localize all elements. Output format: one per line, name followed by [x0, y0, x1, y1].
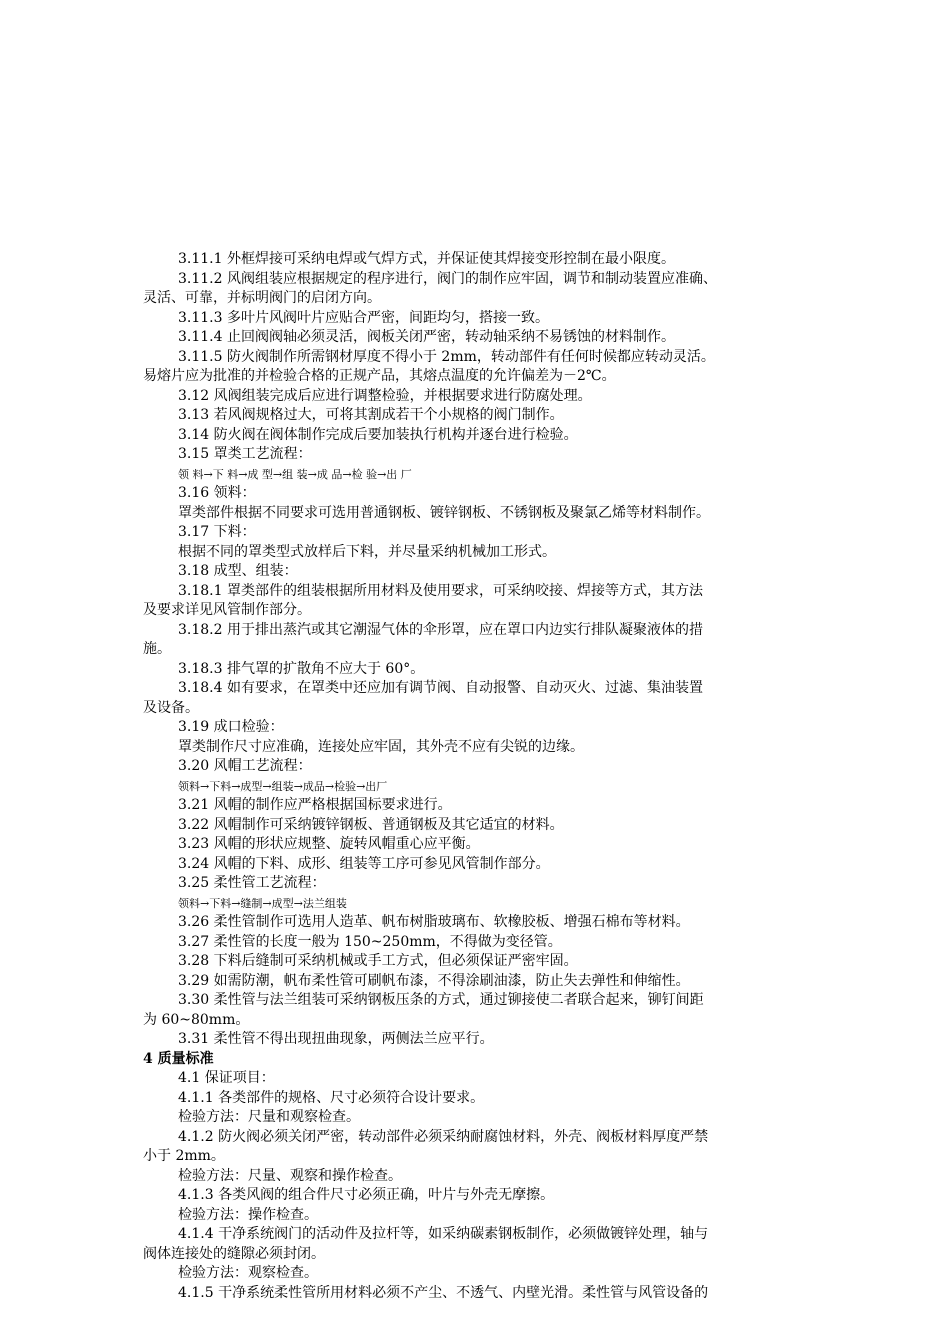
text-line: 3.16 领料： — [178, 485, 256, 501]
text-line: 3.15 罩类工艺流程： — [178, 446, 312, 462]
text-line: 3.27 柔性管的长度一般为 150~250mm，不得做为变径管。 — [178, 933, 562, 950]
text-line: 3.11.2 风阀组装应根据规定的程序进行，阀门的制作应牢固，调节和制动装置应准确、 — [178, 270, 717, 287]
text-line: 罩类部件根据不同要求可选用普通钢板、镀锌钢板、不锈钢板及聚氯乙烯等材料制作。 — [178, 504, 710, 521]
document-body — [143, 250, 813, 1303]
text-line: 3.30 柔性管与法兰组装可采纳钢板压条的方式，通过铆接使二者联合起来，铆钉间距 — [178, 992, 704, 1008]
text-line: 3.12 风阀组装完成后应进行调整检验，并根据要求进行防腐处理。 — [178, 387, 592, 404]
text-line: 4.1 保证项目： — [178, 1070, 275, 1086]
text-line: 4.1.4 干净系统阀门的活动件及拉杆等，如采纳碳素钢板制作，必须做镀锌处理，轴与 — [178, 1226, 709, 1242]
text-line: 检验方法：观察检查。 — [178, 1265, 318, 1281]
process-flow-line: 领料→下料→缝制→成型→法兰组装 — [178, 896, 347, 910]
text-line: 3.22 风帽制作可采纳镀锌钢板、普通钢板及其它适宜的材料。 — [178, 816, 564, 833]
text-line: 3.23 风帽的形状应规整、旋转风帽重心应平衡。 — [178, 836, 480, 852]
text-line: 3.13 若风阀规格过大，可将其割成若干个小规格的阀门制作。 — [178, 407, 564, 423]
text-line: 3.29 如需防潮，帆布柔性管可刷帆布漆，不得涂刷油漆，防止失去弹性和伸缩性。 — [178, 972, 690, 989]
text-line: 3.11.5 防火阀制作所需钢材厚度不得小于 2mm，转动部件有任何时候都应转动灵活。 — [178, 348, 715, 365]
text-line: 及要求详见风管制作部分。 — [143, 602, 311, 618]
text-line: 3.18.3 排气罩的扩散角不应大于 60°。 — [178, 660, 425, 677]
text-line: 易熔片应为批准的并检验合格的正规产品，其熔点温度的允许偏差为－2℃。 — [143, 368, 616, 384]
text-line: 3.19 成口检验： — [178, 719, 284, 735]
text-line: 3.26 柔性管制作可选用人造革、帆布树脂玻璃布、软橡胶板、增强石棉布等材料。 — [178, 914, 690, 930]
text-line: 3.18.2 用于排出蒸汽或其它潮湿气体的伞形罩，应在罩口内边实行排队凝聚液体的措 — [178, 621, 703, 638]
text-line: 3.17 下料： — [178, 524, 256, 540]
text-line: 3.31 柔性管不得出现扭曲现象，两侧法兰应平行。 — [178, 1031, 494, 1047]
text-line: 阀体连接处的缝隙必须封闭。 — [143, 1245, 325, 1262]
text-line: 3.18.1 罩类部件的组装根据所用材料及使用要求，可采纳咬接、焊接等方式，其方法 — [178, 582, 703, 599]
text-line: 3.21 风帽的制作应严格根据国标要求进行。 — [178, 797, 452, 813]
text-line: 3.25 柔性管工艺流程： — [178, 875, 326, 891]
text-line: 根据不同的罩类型式放样后下料，并尽量采纳机械加工形式。 — [178, 543, 556, 560]
text-line: 3.14 防火阀在阀体制作完成后要加装执行机构并逐台进行检验。 — [178, 426, 578, 443]
text-line: 3.24 风帽的下料、成形、组装等工序可参见风管制作部分。 — [178, 855, 550, 872]
text-line: 施。 — [143, 641, 171, 657]
text-line: 4.1.5 干净系统柔性管所用材料必须不产尘、不透气、内壁光滑。柔性管与风管设备的 — [178, 1284, 709, 1301]
text-line: 检验方法：尺量、观察和操作检查。 — [178, 1167, 402, 1184]
text-line: 3.20 风帽工艺流程： — [178, 758, 312, 774]
text-line: 3.11.1 外框焊接可采纳电焊或气焊方式，并保证使其焊接变形控制在最小限度。 — [178, 251, 675, 267]
process-flow-line: 领 料→下 料→成 型→组 装→成 品→检 验→出 厂 — [178, 467, 412, 481]
text-line: 小于 2mm。 — [143, 1148, 225, 1164]
text-line: 3.11.3 多叶片风阀叶片应贴合严密，间距均匀，搭接一致。 — [178, 309, 549, 326]
section-heading: 4 质量标准 — [143, 1050, 214, 1067]
text-line: 3.18 成型、组装： — [178, 563, 298, 579]
text-line: 为 60~80mm。 — [143, 1011, 250, 1028]
text-line: 4.1.1 各类部件的规格、尺寸必须符合设计要求。 — [178, 1089, 485, 1106]
text-line: 灵活、可靠，并标明阀门的启闭方向。 — [143, 290, 381, 306]
process-flow-line: 领料→下料→成型→组装→成品→检验→出厂 — [178, 779, 388, 793]
text-line: 及设备。 — [143, 699, 199, 716]
text-line: 检验方法：操作检查。 — [178, 1206, 318, 1223]
text-line: 检验方法：尺量和观察检查。 — [178, 1109, 360, 1125]
text-line: 4.1.2 防火阀必须关闭严密，转动部件必须采纳耐腐蚀材料，外壳、阀板材料厚度严禁 — [178, 1128, 709, 1145]
text-line: 罩类制作尺寸应准确，连接处应牢固，其外壳不应有尖锐的边缘。 — [178, 738, 584, 755]
text-line: 3.28 下料后缝制可采纳机械或手工方式，但必须保证严密牢固。 — [178, 953, 578, 969]
text-line: 4.1.3 各类风阀的组合件尺寸必须正确，叶片与外壳无摩擦。 — [178, 1187, 555, 1203]
text-line: 3.11.4 止回阀阀轴必须灵活，阀板关闭严密，转动轴采纳不易锈蚀的材料制作。 — [178, 329, 675, 345]
text-line: 3.18.4 如有要求，在罩类中还应加有调节阀、自动报警、自动灭火、过滤、集油装置 — [178, 680, 703, 696]
